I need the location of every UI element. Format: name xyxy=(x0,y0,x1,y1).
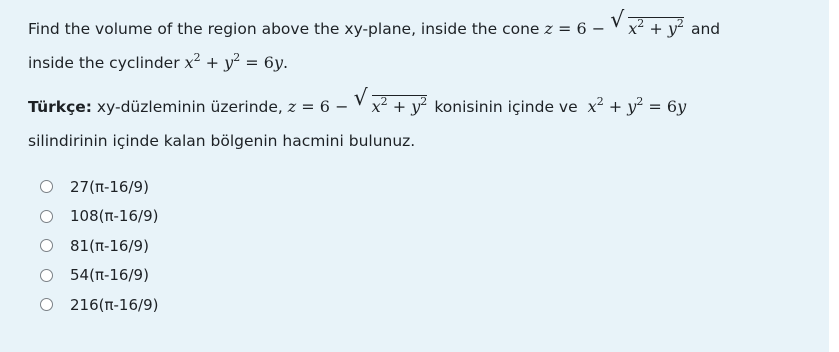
question-en-text-1: Find the volume of the region above the xy-plane, inside the cone xyxy=(28,20,540,38)
answer-label[interactable]: 81(π-16/9) xyxy=(70,236,149,255)
radio-button[interactable] xyxy=(40,210,53,223)
answer-option[interactable] xyxy=(40,172,158,202)
answer-label[interactable]: 54(π-16/9) xyxy=(70,266,149,285)
answer-label[interactable]: 27(π-16/9) xyxy=(70,177,149,196)
answer-label[interactable]: 216(π-16/9) xyxy=(70,295,159,314)
square-root: √ $x^2 + y^2$ xyxy=(610,8,684,38)
question-tr-text-2: silindirinin içinde kalan bölgenin hacmini bulunuz. xyxy=(28,132,416,150)
answer-option[interactable] xyxy=(40,202,158,232)
question-en-line-1 xyxy=(28,8,818,46)
question-en-text-2: inside the cyclinder xyxy=(28,54,180,72)
radio-button[interactable] xyxy=(40,180,53,193)
question-tr-line-1 xyxy=(28,86,818,124)
radio-button[interactable] xyxy=(40,298,53,311)
cone-equation-tr: z = 6 − √ $x^2 + y^2$ xyxy=(288,97,435,116)
answer-label[interactable]: 108(π-16/9) xyxy=(70,207,159,226)
question-en-line-2 xyxy=(28,46,818,80)
question-en-and: and xyxy=(690,20,721,38)
question-text xyxy=(28,8,818,158)
radio-button[interactable] xyxy=(40,239,53,252)
question-tr-mid: konisinin içinde ve xyxy=(434,98,578,116)
cylinder-equation-tr: $x^2 + y^2 = 6y$ xyxy=(587,95,687,116)
square-root-tr: √ $x^2 + y^2$ xyxy=(353,86,428,116)
answer-options xyxy=(40,172,158,320)
cylinder-equation: $x^2 + y^2 = 6y$. xyxy=(184,51,289,72)
answer-option[interactable] xyxy=(40,261,158,291)
question-tr-line-2 xyxy=(28,124,818,158)
cone-equation: z = 6 − √ $x^2 + y^2$ xyxy=(544,19,691,38)
turkish-label: Türkçe: xyxy=(28,98,92,116)
radio-button[interactable] xyxy=(40,269,53,282)
answer-option[interactable] xyxy=(40,231,158,261)
answer-option[interactable] xyxy=(40,290,158,320)
question-tr-text-1: xy-düzleminin üzerinde, xyxy=(96,98,283,116)
